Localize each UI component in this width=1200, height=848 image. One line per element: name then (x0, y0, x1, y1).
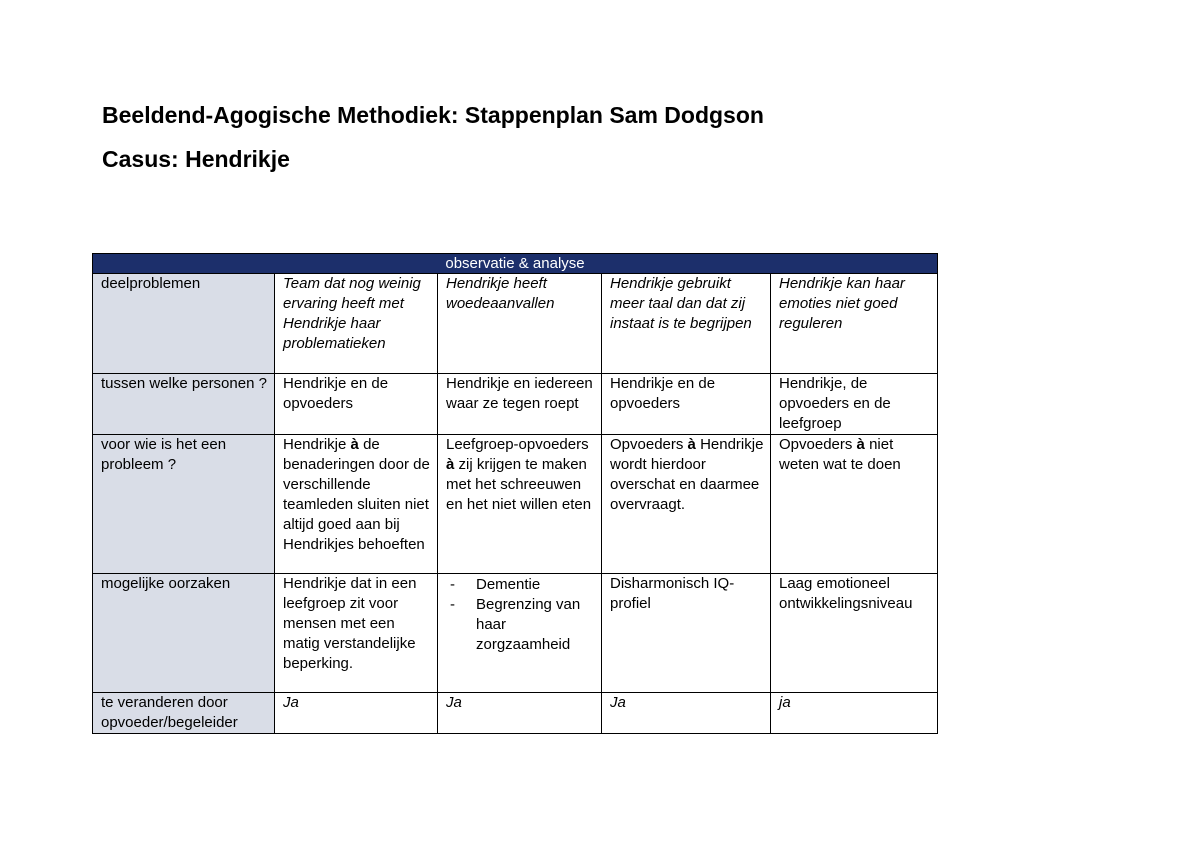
table-cell: Team dat nog weinig ervaring heeft met Hendrikje haar problematieken (275, 274, 438, 374)
table-cell: Hendrikje, de opvoeders en de leefgroep (771, 374, 938, 435)
cell-subject: Leefgroep-opvoeders (446, 436, 589, 453)
table-row (93, 274, 938, 374)
table-cell: ja (771, 693, 938, 734)
row-label: tussen welke personen ? (93, 374, 275, 435)
table-cell: Hendrikje kan haar emoties niet goed reguleren (771, 274, 938, 374)
list-item (450, 595, 595, 655)
document-title: Beeldend-Agogische Methodiek: Stappenplan Sam Dodgson (102, 102, 764, 128)
arrow-icon: à (856, 436, 865, 453)
table-cell: Ja (275, 693, 438, 734)
list-item (450, 575, 595, 595)
cause-list (446, 575, 595, 655)
cell-text: niet weten wat te doen (779, 436, 901, 473)
row-label: te veranderen door opvoeder/begeleider (93, 693, 275, 734)
table-cell: Hendrikje heeft woedeaanvallen (438, 274, 602, 374)
cell-subject: Opvoeders (610, 436, 684, 453)
table-cell: Hendrikje en de opvoeders (275, 374, 438, 435)
table-cell (275, 435, 438, 574)
row-label: voor wie is het een probleem ? (93, 435, 275, 574)
table-cell: Hendrikje en iedereen waar ze tegen roept (438, 374, 602, 435)
table-row (93, 693, 938, 734)
dash-bullet-icon: - (450, 576, 455, 593)
cell-subject: Hendrikje (283, 436, 347, 453)
table-cell: Hendrikje dat in een leefgroep zit voor mensen met een matig verstandelijke beperking. (275, 574, 438, 693)
arrow-icon: à (446, 456, 455, 473)
table-cell (438, 435, 602, 574)
table-cell: Disharmonisch IQ-profiel (602, 574, 771, 693)
table-cell: Laag emotioneel ontwikkelingsniveau (771, 574, 938, 693)
table-cell: Ja (602, 693, 771, 734)
table-cell (602, 435, 771, 574)
table-cell: Hendrikje gebruikt meer taal dan dat zij instaat is te begrijpen (602, 274, 771, 374)
table-row (93, 435, 938, 574)
cell-text: Hendrikje wordt hierdoor overschat en daarmee overvraagt. (610, 436, 764, 513)
row-label: mogelijke oorzaken (93, 574, 275, 693)
table-header: observatie & analyse (93, 254, 938, 274)
arrow-icon: à (687, 436, 696, 453)
analysis-table (92, 253, 938, 734)
table-cell (438, 574, 602, 693)
document-subtitle: Casus: Hendrikje (102, 146, 290, 172)
arrow-icon: à (350, 436, 359, 453)
table-cell (771, 435, 938, 574)
table-cell: Ja (438, 693, 602, 734)
cell-text: de benaderingen door de verschillende teamleden sluiten niet altijd goed aan bij Hendrikjes behoeften (283, 436, 430, 553)
table-cell: Hendrikje en de opvoeders (602, 374, 771, 435)
list-item-text: Begrenzing van haar zorgzaamheid (476, 596, 581, 653)
cell-text: zij krijgen te maken met het schreeuwen en het niet willen eten (446, 456, 592, 513)
table-row (93, 574, 938, 693)
list-item-text: Dementie (476, 576, 541, 593)
row-label: deelproblemen (93, 274, 275, 374)
cell-subject: Opvoeders (779, 436, 853, 453)
table-row (93, 374, 938, 435)
dash-bullet-icon: - (450, 596, 455, 613)
